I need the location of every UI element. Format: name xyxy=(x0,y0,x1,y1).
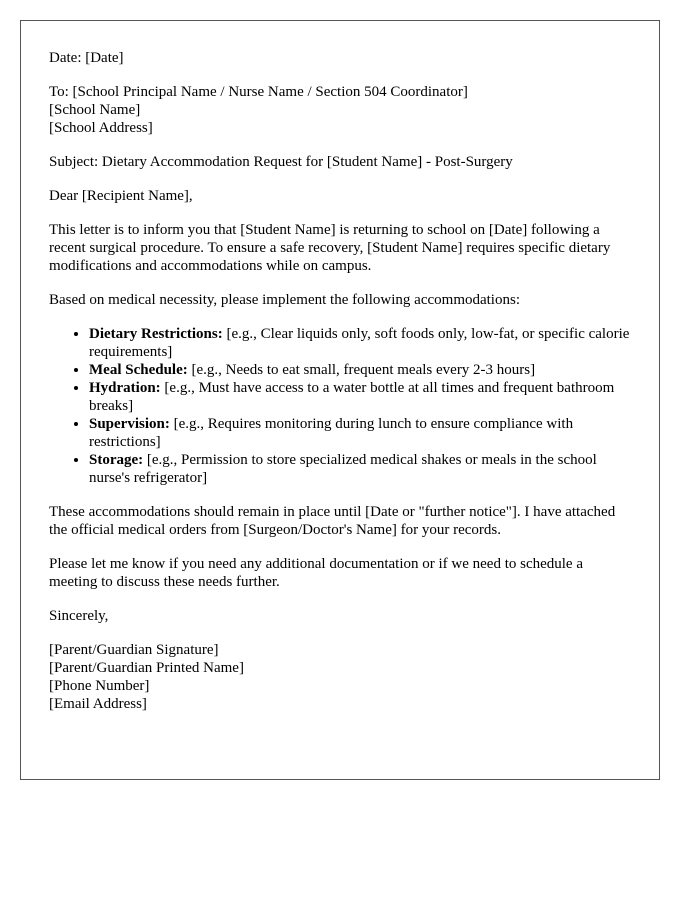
school-address-line: [School Address] xyxy=(49,120,153,136)
phone-line: [Phone Number] xyxy=(49,678,150,694)
subject-line: Subject: Dietary Accommodation Request for [Student Name] - Post-Surgery xyxy=(49,154,513,170)
signoff: Sincerely, xyxy=(49,608,109,624)
list-item xyxy=(89,379,631,415)
item-text: [e.g., Must have access to a water bottle at all times and frequent bathroom breaks] xyxy=(89,380,615,414)
item-term: Dietary Restrictions: xyxy=(89,326,223,342)
item-term: Hydration: xyxy=(89,380,161,396)
email-line: [Email Address] xyxy=(49,696,147,712)
letter-page xyxy=(20,20,660,780)
accommodations-list xyxy=(49,325,631,487)
item-term: Supervision: xyxy=(89,416,170,432)
list-intro: Based on medical necessity, please implement the following accommodations: xyxy=(49,292,520,308)
list-item xyxy=(89,325,631,361)
duration-paragraph: These accommodations should remain in place until [Date or "further notice"]. I have attached the official medical orders from [Surgeon/Doctor's Name] for your records. xyxy=(49,504,616,538)
item-text: [e.g., Needs to eat small, frequent meals every 2-3 hours] xyxy=(187,362,536,378)
item-term: Storage: xyxy=(89,452,144,468)
signature-block xyxy=(49,641,631,713)
list-item xyxy=(89,361,631,379)
printed-name-line: [Parent/Guardian Printed Name] xyxy=(49,660,244,676)
salutation: Dear [Recipient Name], xyxy=(49,188,193,204)
item-text: [e.g., Clear liquids only, soft foods only, low-fat, or specific calorie requirements] xyxy=(89,326,630,360)
signature-line: [Parent/Guardian Signature] xyxy=(49,642,219,658)
date-line: Date: [Date] xyxy=(49,50,124,66)
item-text: [e.g., Requires monitoring during lunch to ensure compliance with restrictions] xyxy=(89,416,574,450)
list-item xyxy=(89,451,631,487)
recipient-line: To: [School Principal Name / Nurse Name / Section 504 Coordinator] xyxy=(49,84,468,100)
closing-request-paragraph: Please let me know if you need any additional documentation or if we need to schedule a meeting to discuss these needs further. xyxy=(49,556,584,590)
recipient-block xyxy=(49,83,631,137)
list-item xyxy=(89,415,631,451)
intro-paragraph: This letter is to inform you that [Student Name] is returning to school on [Date] following a recent surgical procedure. To ensure a safe recovery, [Student Name] requires specific dietary modifications and accommodations while on campus. xyxy=(49,222,611,274)
school-name-line: [School Name] xyxy=(49,102,141,118)
item-text: [e.g., Permission to store specialized medical shakes or meals in the school nurse's refrigerator] xyxy=(89,452,597,486)
item-term: Meal Schedule: xyxy=(89,362,188,378)
